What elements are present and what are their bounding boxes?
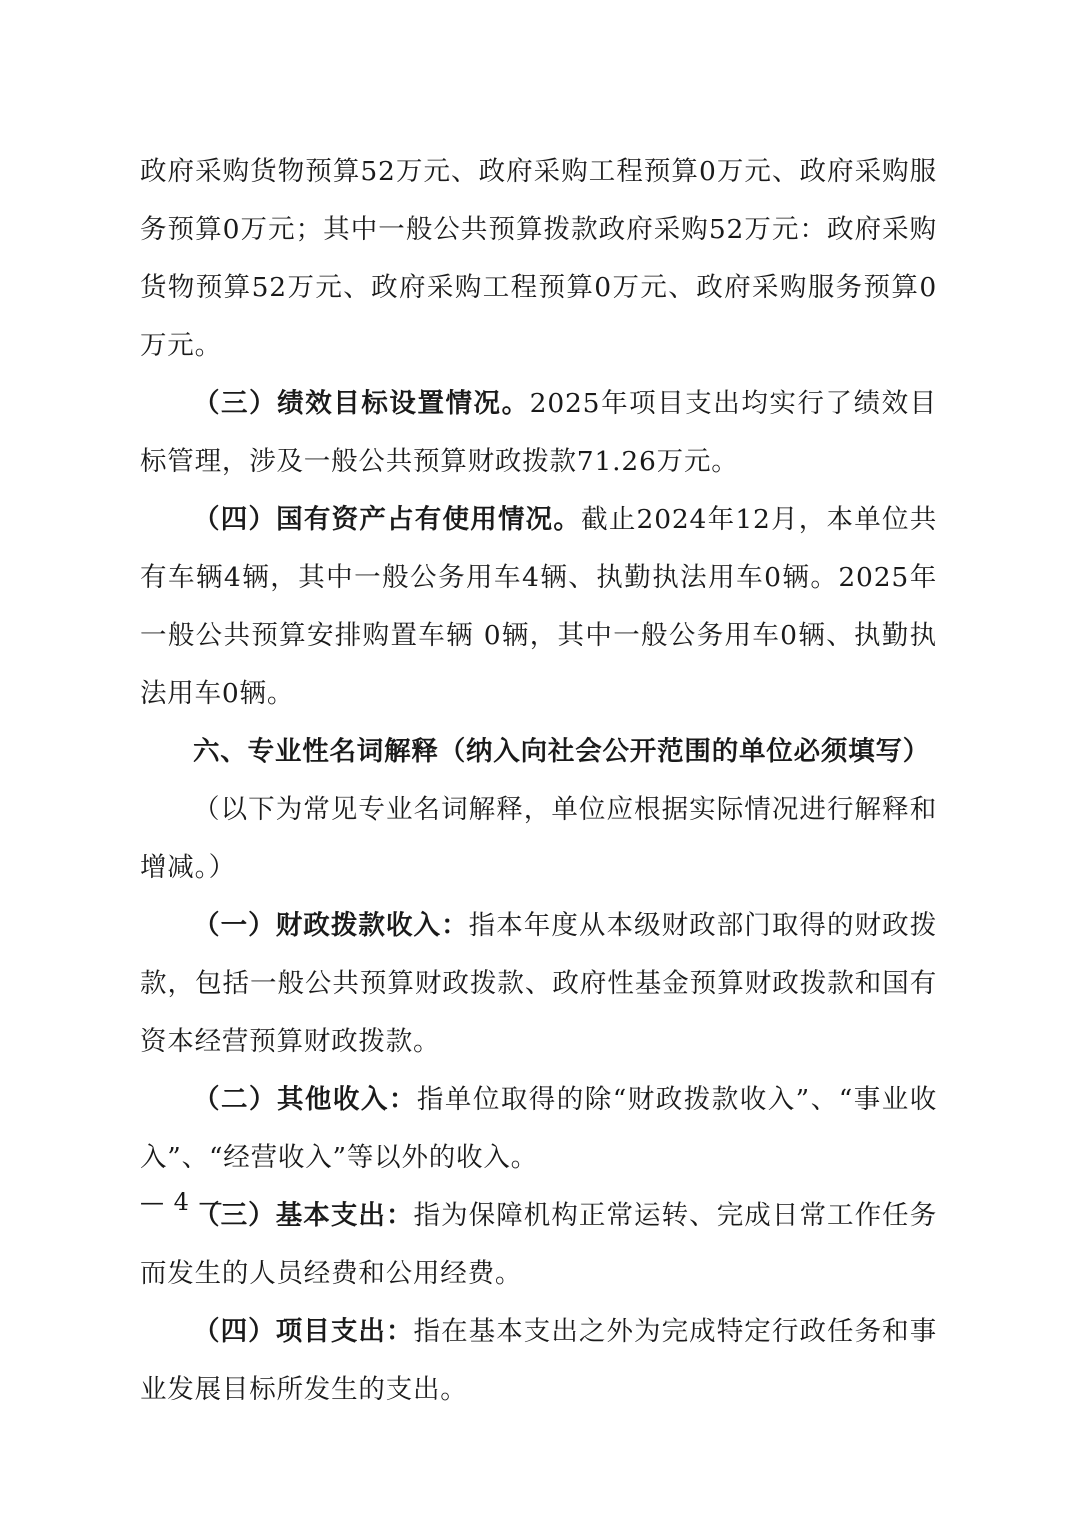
paragraph-text: 政府采购货物预算52万元、政府采购工程预算0万元、政府采购服务预算0万元；其中一般公共预算拨款政府采购52万元：政府采购货物预算52万元、政府采购工程预算0万元、政府采购服务预算0万元。: [140, 156, 937, 361]
paragraph-lead: （三）绩效目标设置情况。: [193, 388, 530, 419]
paragraph-lead: （三）基本支出：: [193, 1200, 414, 1231]
paragraph-heading: 六、专业性名词解释（纳入向社会公开范围的单位必须填写）: [193, 736, 931, 767]
paragraph-term-project-expenditure: [140, 1303, 937, 1419]
paragraph-text: 指单位取得的除“财政拨款收入”、“事业收入”、“经营收入”等以外的收入。: [140, 1084, 937, 1173]
paragraph-state-assets: [140, 491, 937, 723]
paragraph-lead: （四）国有资产占有使用情况。: [193, 504, 582, 535]
paragraph-lead: （一）财政拨款收入：: [193, 910, 469, 941]
paragraph-text: 2025年项目支出均实行了绩效目标管理，涉及一般公共预算财政拨款71.26万元。: [140, 388, 937, 477]
paragraph-term-basic-expenditure: [140, 1187, 937, 1303]
paragraph-performance-goals: [140, 375, 937, 491]
paragraph-text: 指本年度从本级财政部门取得的财政拨款，包括一般公共预算财政拨款、政府性基金预算财政拨款和国有资本经营预算财政拨款。: [140, 910, 937, 1057]
paragraph-procurement: [140, 143, 937, 375]
paragraph-term-fiscal-income: [140, 897, 937, 1071]
paragraph-text: 指为保障机构正常运转、完成日常工作任务而发生的人员经费和公用经费。: [140, 1200, 938, 1289]
section-heading-terms: [140, 723, 937, 781]
document-body: [140, 143, 937, 1419]
paragraph-lead: （二）其他收入：: [193, 1084, 417, 1115]
paragraph-text: 指在基本支出之外为完成特定行政任务和事业发展目标所发生的支出。: [140, 1316, 938, 1405]
paragraph-text: （以下为常见专业名词解释，单位应根据实际情况进行解释和增减。）: [140, 794, 937, 883]
paragraph-text: 截止2024年12月，本单位共有车辆4辆，其中一般公务用车4辆、执勤执法用车0辆。2025年一般公共预算安排购置车辆 0辆，其中一般公务用车0辆、执勤执法用车0辆。: [140, 504, 937, 709]
paragraph-term-other-income: [140, 1071, 937, 1187]
paragraph-terms-note: [140, 781, 937, 897]
page-number: — 4 —: [140, 1188, 224, 1216]
paragraph-lead: （四）项目支出：: [193, 1316, 414, 1347]
